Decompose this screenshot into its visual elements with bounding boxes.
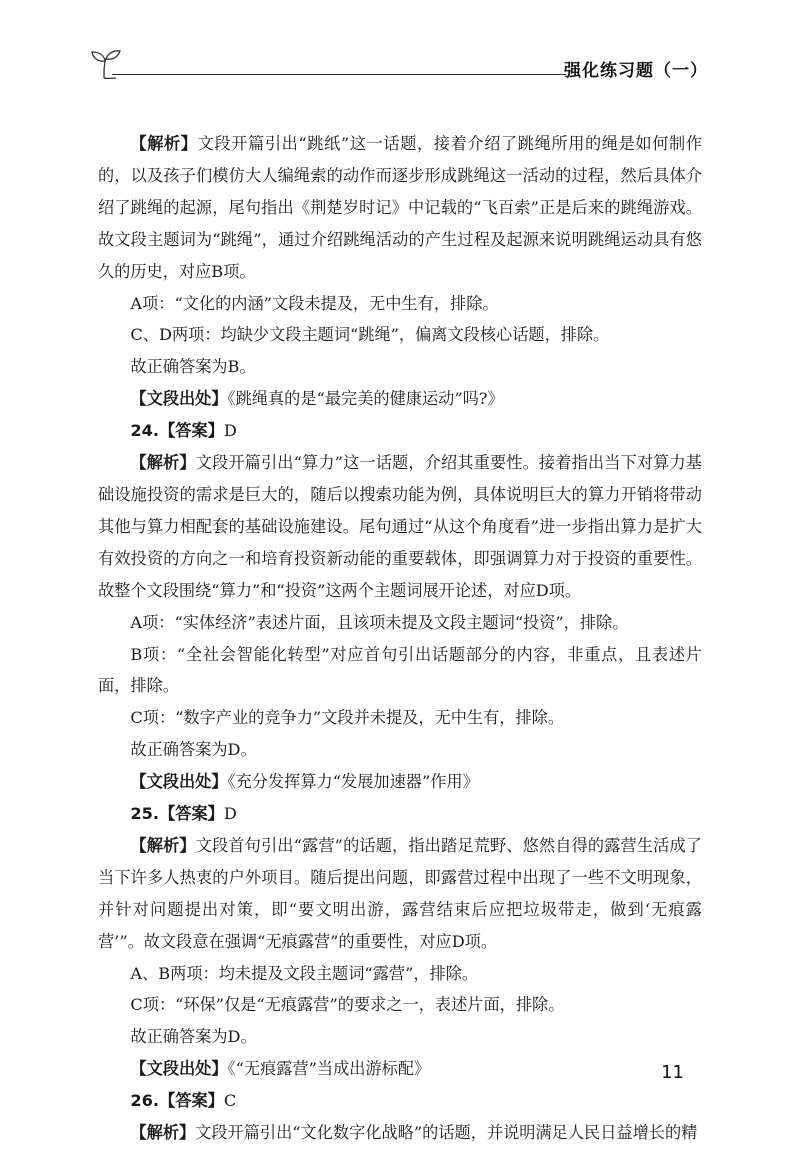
paragraph-text: 文段开篇引出“算力”这一话题，介绍其重要性。接着指出当下对算力基础设施投资的需求是巨大的，随后以搜索功能为例，具体说明巨大的算力开销将带动其他与算力相配套的基础设施建设。尾句通过“从这个角度看”进一步指出算力是扩大有效投资的方向之一和培育投资新动能的重要载体，即强调算力对于投资的重要性。故整个文段围绕“算力”和“投资”这两个主题词展开论述，对应D项。 [98, 453, 702, 600]
paragraph [98, 607, 702, 639]
paragraph-tag: 【文段出处】 [130, 772, 228, 792]
paragraph-text: 故正确答案为D。 [130, 1027, 257, 1047]
paragraph [98, 415, 702, 447]
paragraph-text: 文段开篇引出“文化数字化战略”的话题，并说明满足人民日益增长的精 [195, 1123, 698, 1143]
sprout-icon [88, 48, 128, 80]
paragraph [98, 1053, 702, 1085]
paragraph [98, 958, 702, 990]
running-header [88, 44, 708, 84]
paragraph [98, 319, 702, 351]
page-number: 11 [661, 1062, 684, 1083]
paragraph [98, 639, 702, 703]
paragraph [98, 383, 702, 415]
paragraph-text: A项：“实体经济”表述片面，且该项未提及文段主题词“投资”，排除。 [130, 612, 629, 632]
paragraph-text: 文段首句引出“露营”的话题，指出踏足荒野、悠然自得的露营生活成了当下许多人热衷的户外项目。随后提出问题，即露营过程中出现了一些不文明现象，并针对问题提出对策，即“要文明出游，露营结束后应把垃圾带走，做到‘无痕露营’”。故文段意在强调“无痕露营”的重要性，对应D项。 [98, 835, 702, 951]
paragraph [98, 447, 702, 607]
paragraph [98, 128, 702, 288]
paragraph-text: 故正确答案为D。 [130, 740, 257, 760]
paragraph-text: 故正确答案为B。 [130, 357, 256, 377]
paragraph-text: C [223, 1091, 237, 1111]
paragraph-text: C项：“数字产业的竞争力”文段并未提及，无中生有，排除。 [130, 708, 565, 728]
paragraph [98, 766, 702, 798]
paragraph-text: 《跳绳真的是“最完美的健康运动”吗?》 [227, 389, 504, 409]
paragraph-tag: 25.【答案】 [130, 804, 224, 824]
paragraph-tag: 【文段出处】 [130, 389, 228, 409]
chapter-title: 强化练习题（一） [564, 61, 708, 81]
paragraph-tag: 26.【答案】 [130, 1091, 224, 1111]
paragraph-text: 文段开篇引出“跳纸”这一话题，接着介绍了跳绳所用的绳是如何制作的，以及孩子们模仿大人编绳索的动作而逐步形成跳绳这一活动的过程，然后具体介绍了跳绳的起源，尾句指出《荆楚岁时记》中记载的“飞百索”正是后来的跳绳游戏。故文段主题词为“跳绳”，通过介绍跳绳活动的产生过程及起源来说明跳绳运动具有悠久的历史，对应B项。 [98, 134, 703, 281]
paragraph-text: D [223, 804, 237, 824]
paragraph [98, 830, 702, 958]
paragraph-tag: 【文段出处】 [130, 1059, 228, 1079]
paragraph-text: 《充分发挥算力“发展加速器”作用》 [227, 772, 479, 792]
paragraph [98, 1085, 702, 1117]
paragraph-tag: 【解析】 [130, 453, 196, 473]
paragraph [98, 288, 702, 320]
paragraph-tag: 【解析】 [130, 134, 198, 153]
paragraph-text: A、B两项：均未提及文段主题词“露营”，排除。 [130, 963, 479, 983]
paragraph-text: C项：“环保”仅是“无痕露营”的要求之一，表述片面，排除。 [130, 995, 565, 1015]
paragraph-text: 《“无痕露营”当成出游标配》 [227, 1059, 431, 1079]
paragraph [98, 1021, 702, 1053]
paragraph [98, 734, 702, 766]
paragraph-tag: 【解析】 [130, 835, 196, 855]
header-rule [112, 74, 558, 75]
paragraph-text: B项：“全社会智能化转型”对应首句引出话题部分的内容，非重点，且表述片面，排除。 [98, 644, 702, 696]
paragraph-text: A项：“文化的内涵”文段未提及，无中生有，排除。 [130, 293, 499, 313]
paragraph [98, 702, 702, 734]
paragraph-text: C、D两项：均缺少文段主题词“跳绳”，偏离文段核心话题，排除。 [130, 325, 610, 345]
paragraph [98, 351, 702, 383]
paragraph-tag: 24.【答案】 [130, 421, 224, 441]
paragraph [98, 1117, 702, 1149]
paragraph-tag: 【解析】 [130, 1123, 196, 1143]
paragraph [98, 989, 702, 1021]
paragraph-text: D [223, 421, 237, 441]
answer-explanations [98, 128, 702, 1149]
paragraph [98, 798, 702, 830]
